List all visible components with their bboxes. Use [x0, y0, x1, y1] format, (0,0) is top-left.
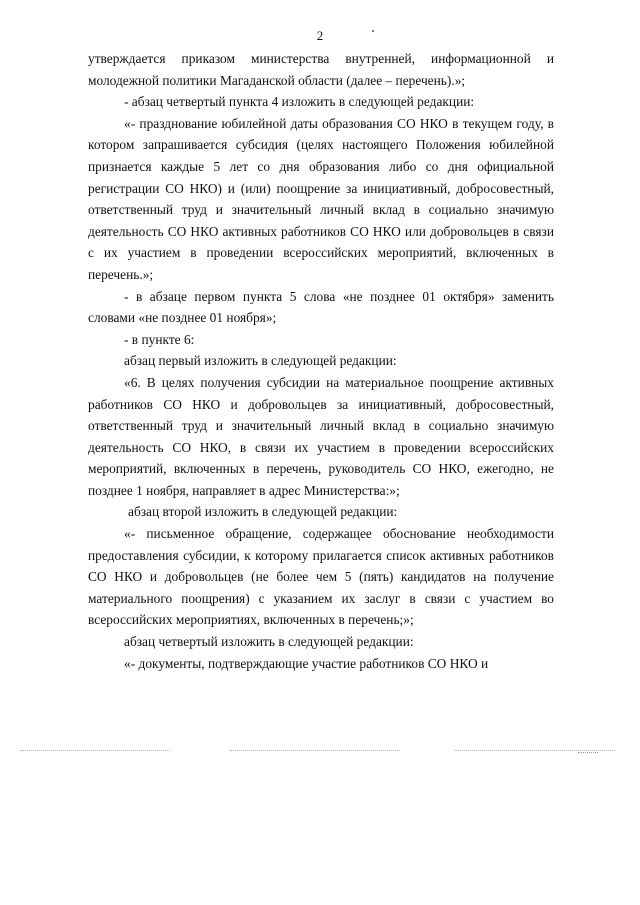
paragraph-item6-fourth-instruction: абзац четвертый изложить в следующей редакции:: [124, 634, 414, 650]
paragraph-quoted-item4: «- празднование юбилейной даты образования СО НКО в текущем году, в котором запрашивается субсидия (целях настоящего Положения юбилейной признается каждые 5 лет со дня образования либо со дня официальной регистрации СО НКО) и (или) поощрение за инициативный, добросовестный, ответственный труд и значительный личный вклад в социально значимую деятельность СО НКО активных работников СО НКО или добровольцев в связи с их участием в проведении всероссийских мероприятий, включенных в перечень.»;: [88, 115, 554, 282]
scan-divider-left: [20, 750, 170, 751]
paragraph-continuation: утверждается приказом министерства внутренней, информационной и молодежной политики Магаданской области (далее – перечень).»;: [88, 51, 554, 88]
paragraph-amendment-item4: - абзац четвертый пункта 4 изложить в следующей редакции:: [124, 94, 475, 110]
paragraph-quoted-item6-fourth: «- документы, подтверждающие участие работников СО НКО и: [124, 655, 489, 671]
page-number: 2: [316, 28, 324, 43]
paragraph-quoted-item6-second: «- письменное обращение, содержащее обоснование необходимости предоставления субсидии, к которому прилагается список активных работников СО НКО и добровольцев (не более чем 5 (пять) кандидатов на получение материального поощрения) с указанием их заслуг в связи с участием во всероссийских мероприятиях, включенных в перечень;»;: [88, 526, 554, 628]
paragraph-item6-first-instruction: абзац первый изложить в следующей редакции:: [124, 353, 397, 369]
paragraph-item6-second-instruction: абзац второй изложить в следующей редакции:: [128, 504, 398, 520]
paragraph-item6-heading: - в пункте 6:: [124, 331, 195, 347]
paragraph-quoted-item6-first: «6. В целях получения субсидии на материальное поощрение активных работников СО НКО и добровольцев за инициативный, добросовестный, ответственный труд и значительный личный вклад в социально значимую деятельность СО НКО, в связи их участием в проведении всероссийских мероприятий, включенных в перечень, руководитель СО НКО, ежегодно, не позднее 1 ноября, направляет в адрес Министерства:»;: [88, 374, 554, 498]
scan-mark: [578, 742, 598, 753]
document-body: [88, 48, 554, 674]
paragraph-amendment-item5: - в абзаце первом пункта 5 слова «не позднее 01 октября» заменить словами «не позднее 01 ноября»;: [88, 288, 554, 326]
scan-divider-middle: [230, 750, 400, 751]
scan-speck: [372, 30, 374, 32]
